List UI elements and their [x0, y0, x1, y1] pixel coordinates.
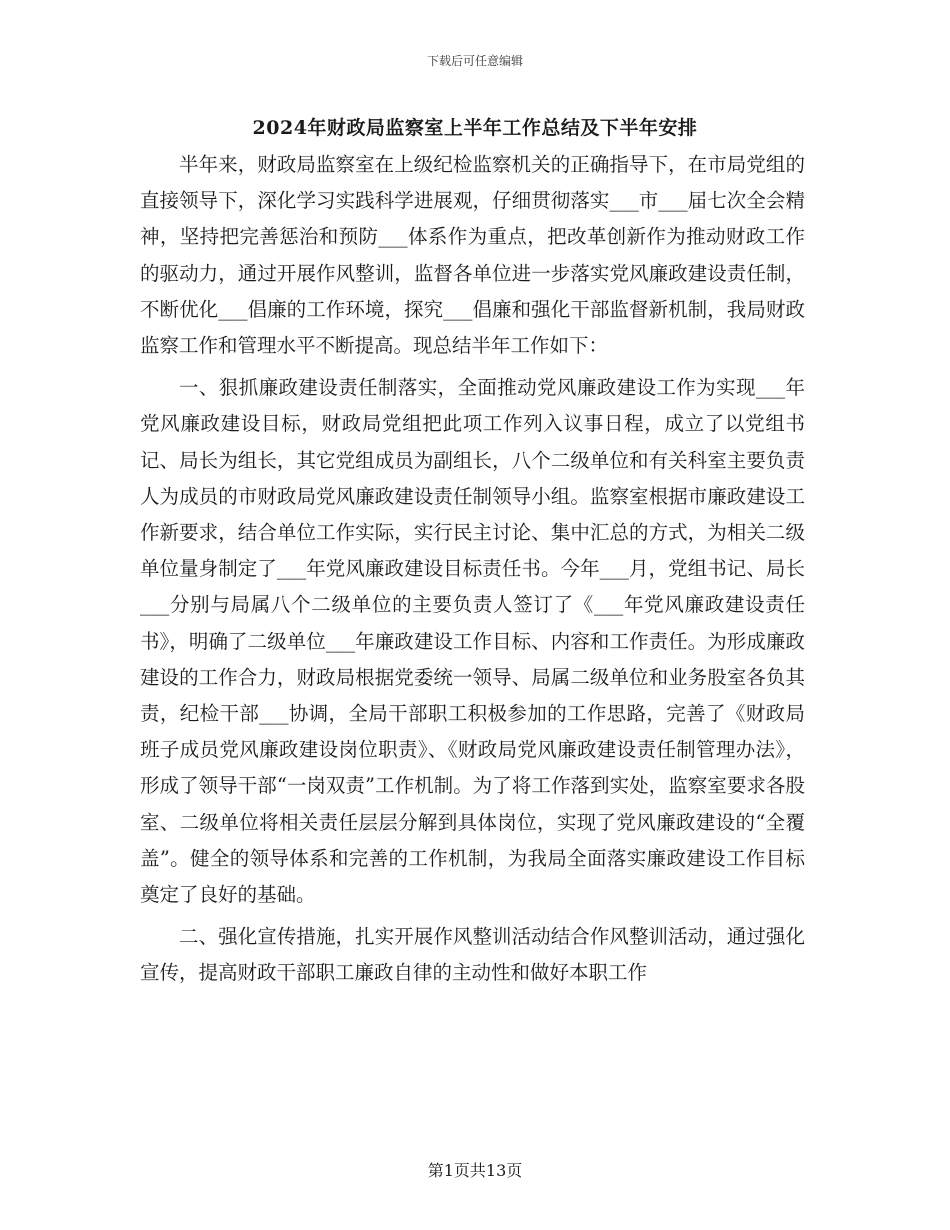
paragraph-intro: 半年来，财政局监察室在上级纪检监察机关的正确指导下，在市局党组的直接领导下，深化学习实践科学进展观，仔细贯彻落实___市___届七次全会精神，坚持把完善惩治和预防___体系作为重点，把改革创新作为推动财政工作的驱动力，通过开展作风整训，监督各单位进一步落实党风廉政建设责任制，不断优化___倡廉的工作环境，探究___倡廉和强化干部监督新机制，我局财政监察工作和管理水平不断提高。现总结半年工作如下：: [140, 153, 805, 358]
paragraph-section-2: 二、强化宣传措施，扎实开展作风整训活动结合作风整训活动，通过强化宣传，提高财政干部职工廉政自律的主动性和做好本职工作: [140, 925, 805, 985]
page-header-note: 下载后可任意编辑: [426, 54, 523, 68]
paragraph-section-1: 一、狠抓廉政建设责任制落实，全面推动党风廉政建设工作为实现___年党风廉政建设目标，财政局党组把此项工作列入议事日程，成立了以党组书记、局长为组长，其它党组成员为副组长，八个二级单位和有关科室主要负责人为成员的市财政局党风廉政建设责任制领导小组。监察室根据市廉政建设工作新要求，结合单位工作实际，实行民主讨论、集中汇总的方式，为相关二级单位量身制定了___年党风廉政建设目标责任书。今年___月，党组书记、局长___分别与局属八个二级单位的主要负责人签订了《___年党风廉政建设责任书》，明确了二级单位___年廉政建设工作目标、内容和工作责任。为形成廉政建设的工作合力，财政局根据党委统一领导、局属二级单位和业务股室各负其责，纪检干部___协调，全局干部职工积极参加的工作思路，完善了《财政局班子成员党风廉政建设岗位职责》、《财政局党风廉政建设责任制管理办法》，形成了领导干部“一岗双责”工作机制。为了将工作落到实处，监察室要求各股室、二级单位将相关责任层层分解到具体岗位，实现了党风廉政建设的“全覆盖”。健全的领导体系和完善的工作机制，为我局全面落实廉政建设工作目标奠定了良好的基础。: [140, 376, 805, 907]
page-number: 第1页共13页: [427, 1161, 523, 1180]
document-title: 2024年财政局监察室上半年工作总结及下半年安排: [252, 117, 698, 139]
document-body: [140, 147, 805, 992]
